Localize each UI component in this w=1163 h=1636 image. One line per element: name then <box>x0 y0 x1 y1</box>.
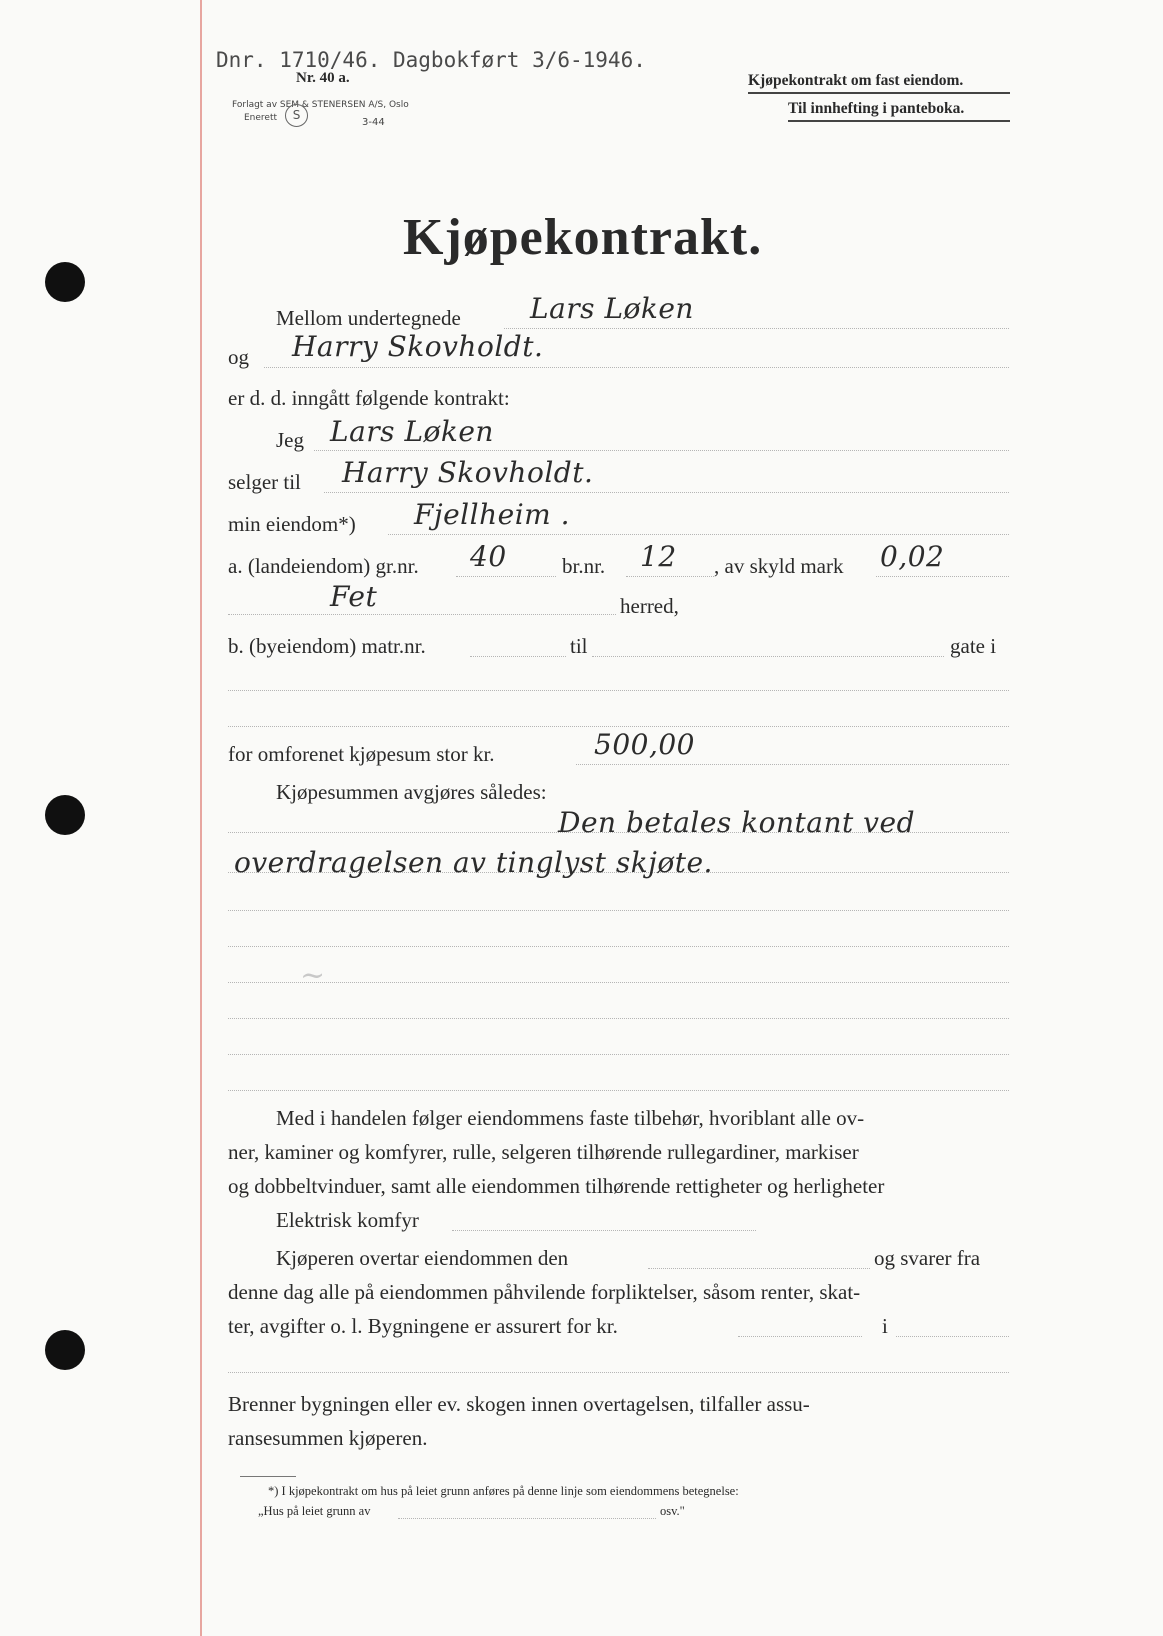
header-rule-1 <box>748 92 1010 94</box>
publisher-logo-icon: S <box>285 104 308 127</box>
blank-line-1 <box>228 690 1009 691</box>
property-name: Fjellheim . <box>414 498 570 531</box>
body-p2-line1a: Kjøperen overtar eiendommen den <box>276 1246 569 1270</box>
body-p1-line4: Elektrisk komfyr <box>276 1208 419 1232</box>
kjopesum-label: for omforenet kjøpesum stor kr. <box>228 742 495 766</box>
footnote-line2a: „Hus på leiet grunn av <box>258 1504 371 1518</box>
seller-name-1: Lars Løken <box>530 292 694 325</box>
byeiendom-label: b. (byeiendom) matr.nr. <box>228 634 426 658</box>
blank-line-2 <box>228 726 1009 727</box>
landeiendom-label: a. (landeiendom) gr.nr. <box>228 554 419 578</box>
footnote-line <box>398 1518 656 1519</box>
binder-hole-middle <box>45 795 85 835</box>
selger-label: selger til <box>228 470 301 494</box>
avgjores-label: Kjøpesummen avgjøres således: <box>276 780 547 804</box>
kjopesum-line <box>576 764 1009 765</box>
til-line <box>592 656 944 657</box>
publisher-rights: Enerett <box>244 113 278 123</box>
body-p2-line3a: ter, avgifter o. l. Bygningene er assurert for kr. <box>228 1314 618 1338</box>
body-p3-line2: ransesummen kjøperen. <box>228 1426 428 1450</box>
assurert-line-2 <box>896 1336 1009 1337</box>
blank-line-6 <box>228 1018 1009 1019</box>
og-label: og <box>228 345 249 369</box>
herred-line <box>228 614 616 615</box>
body-p2-line2: denne dag alle på eiendommen påhvilende forpliktelser, såsom renter, skat- <box>228 1280 861 1304</box>
mellom-line <box>504 328 1009 329</box>
til-label: til <box>570 634 588 658</box>
assurert-line <box>738 1336 862 1337</box>
jeg-line <box>314 450 1009 451</box>
herred-value: Fet <box>330 580 378 613</box>
grnr-value: 40 <box>470 540 507 573</box>
brnr-value: 12 <box>640 540 677 573</box>
buyer-name-1: Harry Skovholdt. <box>292 330 544 363</box>
binder-hole-bottom <box>45 1330 85 1370</box>
body-p1-line3: og dobbeltvinduer, samt alle eiendommen tilhørende rettigheter og herligheter <box>228 1174 885 1198</box>
payment-text-2: overdragelsen av tinglyst skjøte. <box>234 846 713 879</box>
gate-label: gate i <box>950 634 997 658</box>
elektrisk-line <box>452 1230 756 1231</box>
grnr-line <box>456 576 556 577</box>
publisher-line: Forlagt av SEM & STENERSEN A/S, Oslo <box>232 100 409 110</box>
header-right-line1: Kjøpekontrakt om fast eiendom. <box>748 72 964 89</box>
overtar-line <box>648 1268 870 1269</box>
bleed-through-mark: ~ <box>300 958 326 993</box>
buyer-name-2: Harry Skovholdt. <box>342 456 594 489</box>
blank-line-5 <box>228 982 1009 983</box>
og-line <box>264 367 1009 368</box>
blank-line-4 <box>228 946 1009 947</box>
jeg-label: Jeg <box>276 428 304 452</box>
publisher-date: 3-44 <box>362 117 385 128</box>
footnote-line1: *) I kjøpekontrakt om hus på leiet grunn anføres på denne linje som eiendommens betegnelse: <box>268 1484 739 1498</box>
brnr-line <box>626 576 714 577</box>
body-p3-line1: Brenner bygningen eller ev. skogen innen overtagelsen, tilfaller assu- <box>228 1392 810 1416</box>
body-p2-line1b: og svarer fra <box>874 1246 981 1270</box>
journal-stamp: Dnr. 1710/46. Dagbokført 3/6-1946. <box>216 48 646 72</box>
form-number: Nr. 40 a. <box>296 70 350 86</box>
margin-line <box>200 0 202 1636</box>
herred-label: herred, <box>620 594 679 618</box>
skyld-line <box>876 576 1009 577</box>
payment-text-1: Den betales kontant ved <box>558 806 915 839</box>
blank-line-9 <box>228 1372 1009 1373</box>
kjopesum-value: 500,00 <box>594 728 695 761</box>
eiendom-label: min eiendom*) <box>228 512 356 536</box>
header-rule-2 <box>788 120 1010 122</box>
eiendom-line <box>388 534 1009 535</box>
header-right-line2: Til innhefting i panteboka. <box>788 100 965 117</box>
seller-name-2: Lars Løken <box>330 415 494 448</box>
selger-line <box>324 492 1009 493</box>
intro-text: er d. d. inngått følgende kontrakt: <box>228 386 510 410</box>
blank-line-8 <box>228 1090 1009 1091</box>
mellom-label: Mellom undertegnede <box>276 306 461 330</box>
skyld-label: , av skyld mark <box>714 554 844 578</box>
skyld-value: 0,02 <box>880 540 945 573</box>
footnote-line2b: osv." <box>660 1504 685 1518</box>
body-p1-line1: Med i handelen følger eiendommens faste tilbehør, hvoriblant alle ov- <box>276 1106 865 1130</box>
body-p2-line3b: i <box>882 1314 888 1338</box>
footnote-rule <box>240 1476 296 1477</box>
binder-hole-top <box>45 262 85 302</box>
document-title: Kjøpekontrakt. <box>403 209 763 266</box>
body-p1-line2: ner, kaminer og komfyrer, rulle, selgeren tilhørende rullegardiner, markiser <box>228 1140 859 1164</box>
blank-line-7 <box>228 1054 1009 1055</box>
blank-line-3 <box>228 910 1009 911</box>
matrnr-line <box>470 656 566 657</box>
brnr-label: br.nr. <box>562 554 606 578</box>
